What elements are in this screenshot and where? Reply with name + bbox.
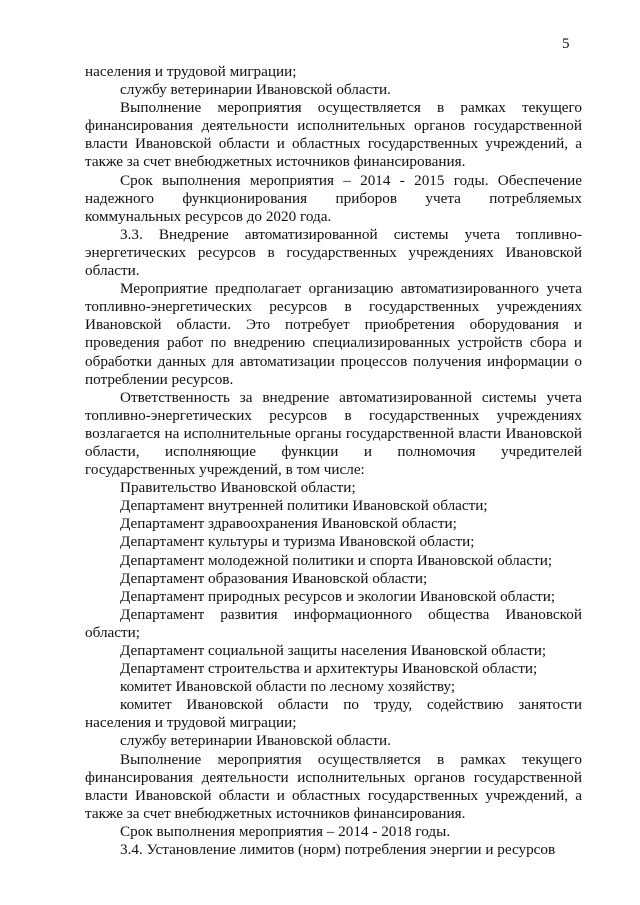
list-item: Департамент образования Ивановской области;: [120, 569, 428, 587]
paragraph: Срок выполнения мероприятия – 2014 - 2015 годы. Обеспечение надежного функционирования приборов учета потребляемых коммунальных ресурсов до 2020 года.: [85, 171, 582, 225]
list-item: службу ветеринарии Ивановской области.: [120, 732, 391, 750]
document-body: [85, 63, 582, 859]
list-item: комитет Ивановской области по лесному хозяйству;: [120, 678, 456, 696]
list-item: Департамент здравоохранения Ивановской области;: [120, 515, 457, 533]
paragraph: Срок выполнения мероприятия – 2014 - 2018 годы.: [120, 822, 451, 840]
section-heading-3-3: 3.3. Внедрение автоматизированной системы учета топливно-энергетических ресурсов в государственных учреждениях Ивановской области.: [85, 225, 582, 280]
list-item: Правительство Ивановской области;: [120, 479, 356, 497]
section-heading-3-4: 3.4. Установление лимитов (норм) потребления энергии и ресурсов: [120, 841, 556, 859]
paragraph: службу ветеринарии Ивановской области.: [120, 81, 391, 99]
list-item: Департамент социальной защиты населения Ивановской области;: [120, 642, 547, 659]
list-item: Департамент развития информационного общества Ивановской области;: [85, 605, 582, 641]
paragraph: Выполнение мероприятия осуществляется в рамках текущего финансирования деятельности исполнительных органов государственной власти Ивановской области и областных государственных учреждений, а также за счет внебюджетных источников финансирования.: [85, 750, 582, 822]
list-item: комитет Ивановской области по труду, содействию занятости населения и трудовой миграции;: [85, 696, 582, 732]
list-item: Департамент молодежной политики и спорта Ивановской области;: [120, 551, 553, 569]
list-item: Департамент природных ресурсов и экологии Ивановской области;: [120, 587, 556, 605]
list-item: Департамент внутренней политики Ивановской области;: [120, 497, 488, 515]
paragraph: населения и трудовой миграции;: [85, 63, 297, 80]
paragraph: Ответственность за внедрение автоматизированной системы учета топливно-энергетических ресурсов в государственных учреждениях возлагается на исполнительные органы государственной власти Ивановской области, исполняющие функции и полномочия учредителей государственных учреждений, в том числе:: [85, 388, 582, 479]
page-number: 5: [562, 36, 570, 52]
list-item: Департамент культуры и туризма Ивановской области;: [120, 533, 475, 551]
list-item: Департамент строительства и архитектуры Ивановской области;: [120, 660, 538, 678]
paragraph: Мероприятие предполагает организацию автоматизированного учета топливно-энергетических ресурсов в государственных учреждениях Ивановской области. Это потребует приобретения оборудования и проведения работ по внедрению специализированных устройств сбора и обработки данных для автоматизации процессов получения информации о потреблении ресурсов.: [85, 280, 582, 388]
paragraph: Выполнение мероприятия осуществляется в рамках текущего финансирования деятельности исполнительных органов государственной власти Ивановской области и областных государственных учреждений, а также за счет внебюджетных источников финансирования.: [85, 99, 582, 171]
